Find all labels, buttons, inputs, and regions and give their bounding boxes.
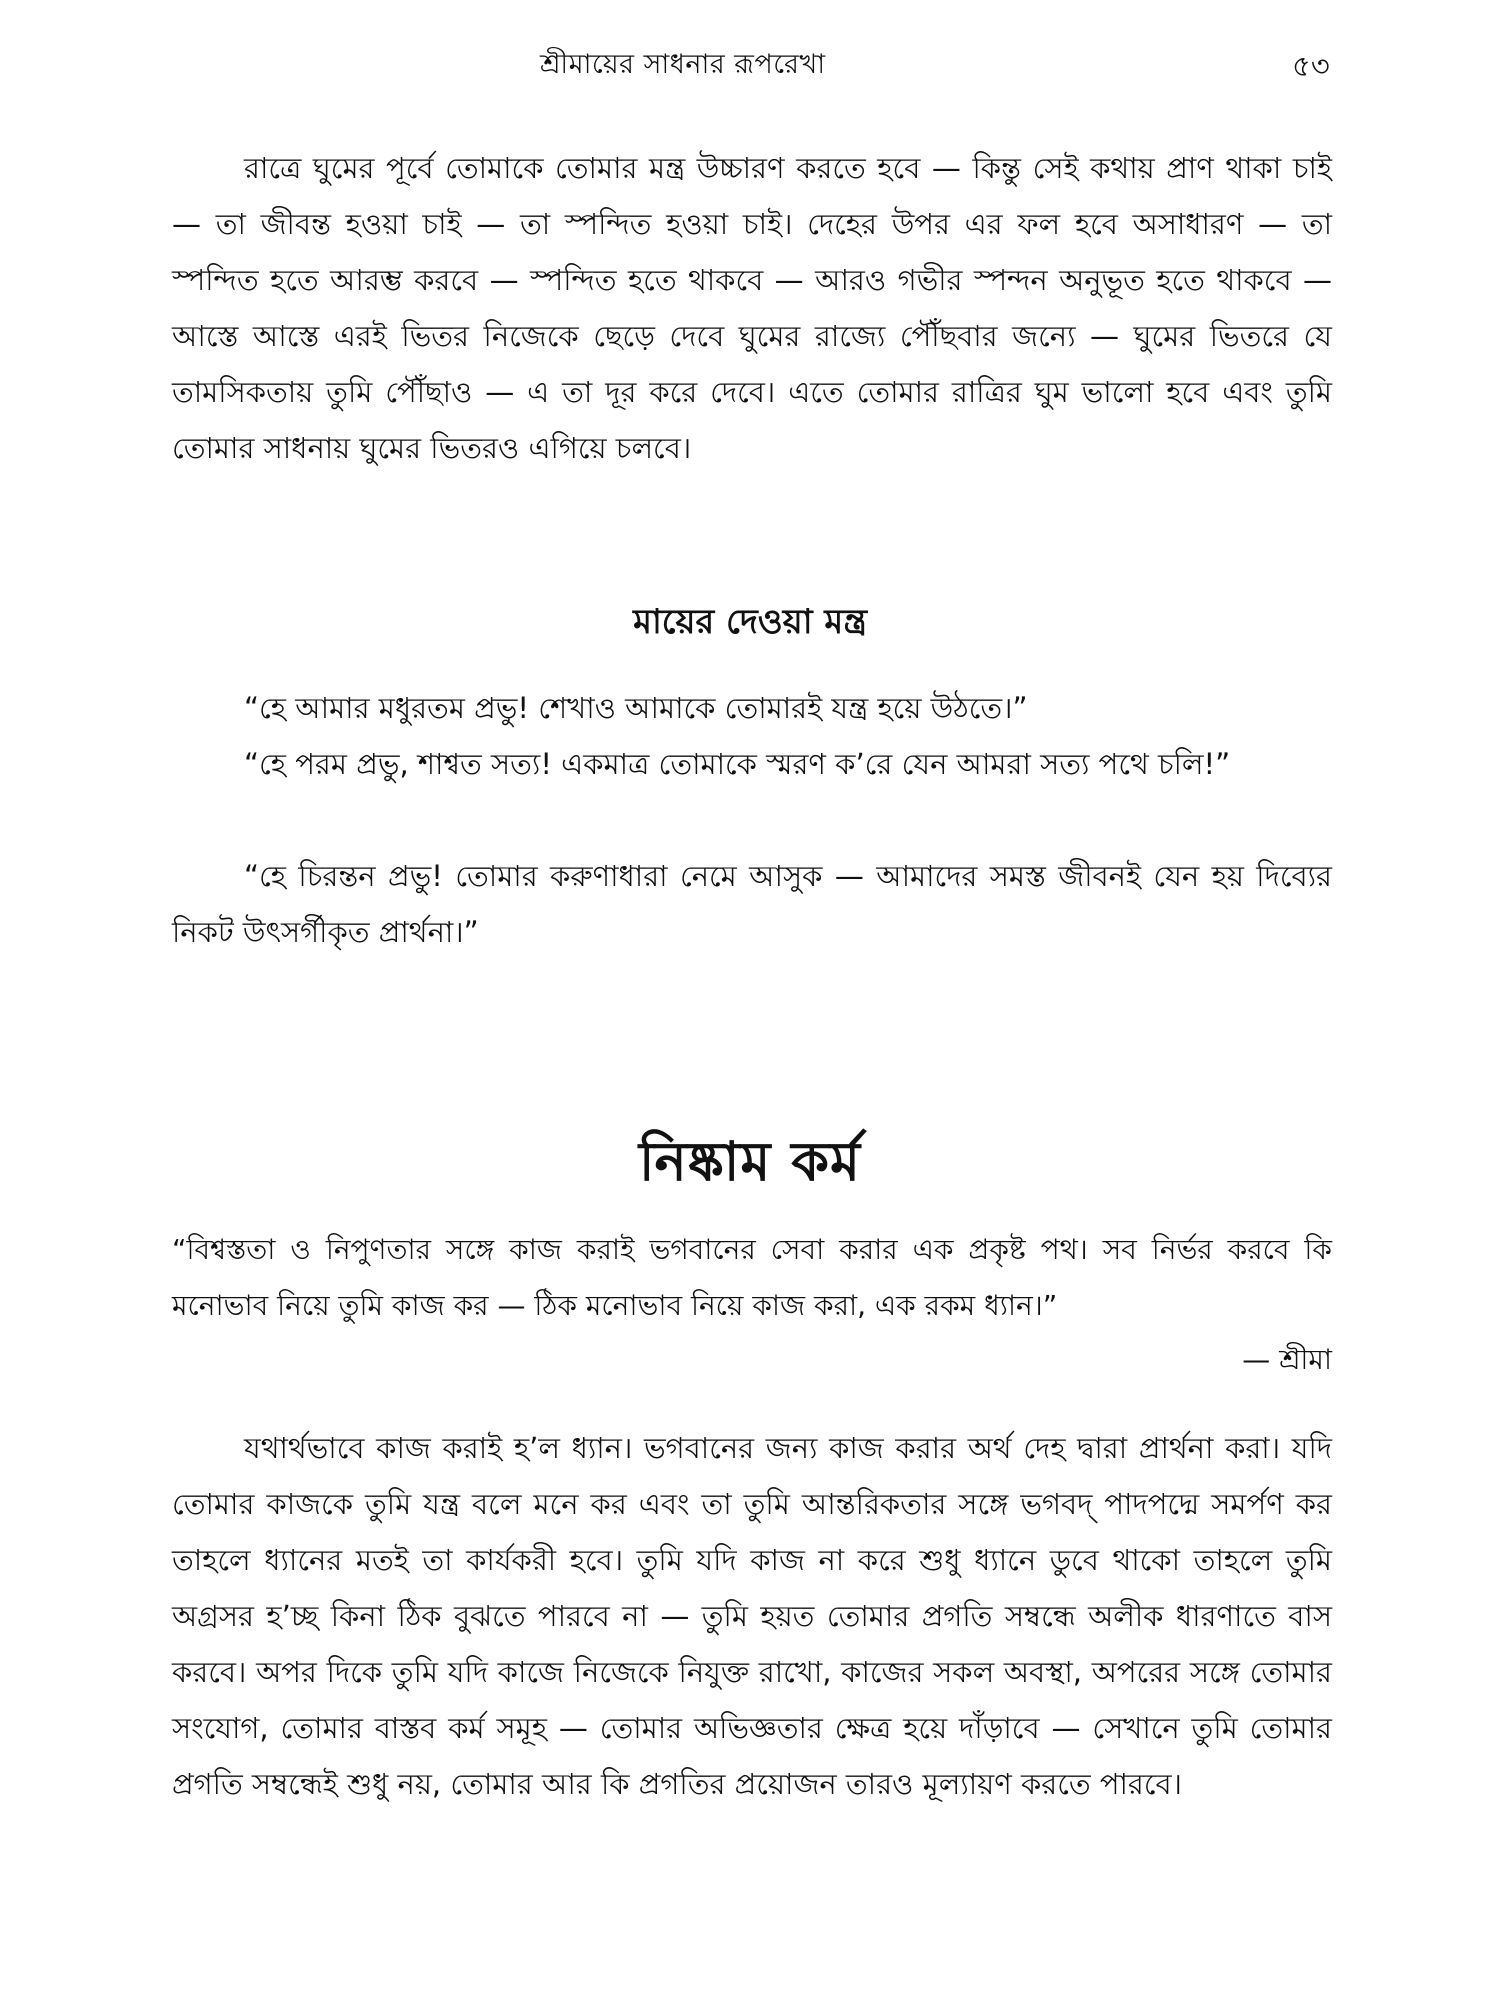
- chapter-body-paragraph: যথার্থভাবে কাজ করাই হ’ল ধ্যান। ভগবানের জন্য কাজ করার অর্থ দেহ দ্বারা প্রার্থনা করা। যদি তোমার কাজকে তুমি যন্ত্র বলে মনে কর এবং তা তুমি আন্তরিকতার সঙ্গে ভগবদ্ পাদপদ্মে সমর্পণ কর তাহলে ধ্যানের মতই তা কার্যকরী হবে। তুমি যদি কাজ না করে শুধু ধ্যানে ডুবে থাকো তাহলে তুমি অগ্রসর হ’চ্ছ কিনা ঠিক বুঝতে পারবে না — তুমি হয়ত তোমার প্রগতি সম্বন্ধে অলীক ধারণাতে বাস করবে। অপর দিকে তুমি যদি কাজে নিজেকে নিযুক্ত রাখো, কাজের সকল অবস্থা, অপরের সঙ্গে তোমার সংযোগ, তোমার বাস্তব কর্ম সমূহ — তোমার অভিজ্ঞতার ক্ষেত্র হয়ে দাঁড়াবে — সেখানে তুমি তোমার প্রগতি সম্বন্ধেই শুধু নয়, তোমার আর কি প্রগতির প্রয়োজন তারও মূল্যায়ণ করতে পারবে।: [172, 1431, 1332, 1801]
- mantra-line-3: “হে চিরন্তন প্রভু! তোমার করুণাধারা নেমে আসুক — আমাদের সমস্ত জীবনই যেন হয় দিব্যের নিকট উৎসর্গীকৃত প্রার্থনা।”: [172, 859, 1332, 949]
- mantra-line-2: “হে পরম প্রভু, শাশ্বত সত্য! একমাত্র তোমাকে স্মরণ ক’রে যেন আমরা সত্য পথে চলি!”: [244, 747, 1231, 781]
- intro-paragraph: রাত্রে ঘুমের পূর্বে তোমাকে তোমার মন্ত্র উচ্চারণ করতে হবে — কিন্তু সেই কথায় প্রাণ থাকা চাই — তা জীবন্ত হওয়া চাই — তা স্পন্দিত হওয়া চাই। দেহের উপর এর ফল হবে অসাধারণ — তা স্পন্দিত হতে আরম্ভ করবে — স্পন্দিত হতে থাকবে — আরও গভীর স্পন্দন অনুভূত হতে থাকবে — আস্তে আস্তে এরই ভিতর নিজেকে ছেড়ে দেবে ঘুমের রাজ্যে পৌঁছবার জন্যে — ঘুমের ভিতরে যে তামসিকতায় তুমি পৌঁছাও — এ তা দূর করে দেবে। এতে তোমার রাত্রির ঘুম ভালো হবে এবং তুমি তোমার সাধনায় ঘুমের ভিতরও এগিয়ে চলবে।: [172, 151, 1332, 465]
- mantra-line-1: “হে আমার মধুরতম প্রভু! শেখাও আমাকে তোমারই যন্ত্র হয়ে উঠতে।”: [244, 691, 1028, 725]
- section-heading-mantra: মায়ের দেওয়া মন্ত্র: [633, 602, 867, 642]
- epigraph-attribution: — শ্রীমা: [1242, 1343, 1332, 1376]
- running-header-title: শ্রীমায়ের সাধনার রূপরেখা: [540, 49, 826, 80]
- epigraph-quote: “বিশ্বস্ততা ও নিপুণতার সঙ্গে কাজ করাই ভগবানের সেবা করার এক প্রকৃষ্ট পথ। সব নির্ভর করবে কি মনোভাব নিয়ে তুমি কাজ কর — ঠিক মনোভাব নিয়ে কাজ করা, এক রকম ধ্যান।”: [172, 1233, 1332, 1322]
- chapter-title: নিষ্কাম কর্ম: [639, 1130, 861, 1193]
- page-number: ৫৩: [1292, 49, 1330, 83]
